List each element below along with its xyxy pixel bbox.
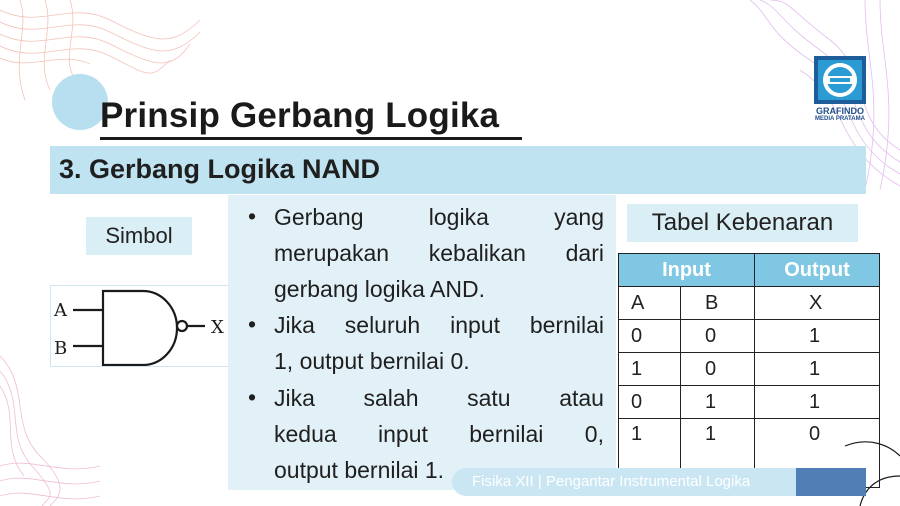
symbol-label-box — [86, 217, 192, 255]
table-cell: 1 — [681, 386, 755, 419]
word: 0, — [584, 421, 604, 447]
bullet-3-line-2 — [274, 416, 604, 452]
truth-table-title-box — [627, 204, 858, 242]
word: Gerbang — [274, 204, 364, 230]
nand-gate-icon — [51, 286, 229, 366]
table-row — [619, 320, 880, 353]
word: Jika — [274, 312, 315, 338]
symbol-label: Simbol — [105, 223, 173, 248]
word: input — [450, 312, 500, 338]
word: satu — [467, 385, 511, 411]
table-group-header-row — [619, 254, 880, 287]
title-underline — [100, 137, 522, 140]
logo-subtext: MEDIA PRATAMA — [815, 116, 865, 122]
page-title: Prinsip Gerbang Logika — [100, 96, 500, 135]
bullet-2-line-1 — [274, 307, 604, 343]
table-cell: 0 — [681, 353, 755, 386]
word: logika — [428, 204, 489, 230]
gate-output-label: X — [211, 317, 224, 338]
word: salah — [363, 385, 419, 411]
word: seluruh — [344, 312, 421, 338]
description-panel — [228, 195, 616, 490]
section-heading-bar — [50, 146, 866, 194]
word: merupakan — [274, 240, 390, 266]
bullet-2-line-2: 1, output bernilai 0. — [274, 348, 470, 374]
bullet-3-line-1 — [274, 380, 604, 416]
bullet-marker: • — [248, 311, 257, 337]
logo-text: GRAFINDO — [816, 106, 864, 116]
word: yang — [554, 204, 604, 230]
word: kebalikan — [428, 240, 526, 266]
word: Jika — [274, 385, 315, 411]
column-header-b: B — [681, 287, 755, 320]
table-cell: 1 — [619, 419, 681, 488]
word: kedua — [274, 421, 337, 447]
table-row — [619, 353, 880, 386]
table-cell: 0 — [619, 320, 681, 353]
table-cell: 1 — [755, 320, 880, 353]
table-column-header-row — [619, 287, 880, 320]
table-cell: 0 — [755, 419, 880, 488]
word: bernilai — [529, 312, 604, 338]
gate-input-a-label: A — [54, 300, 67, 321]
section-heading: 3. Gerbang Logika NAND — [59, 154, 381, 184]
table-cell: 1 — [619, 353, 681, 386]
word: atau — [559, 385, 604, 411]
table-cell: 1 — [755, 386, 880, 419]
nand-gate-symbol — [50, 285, 230, 367]
table-cell: 1 — [755, 353, 880, 386]
column-header-x: X — [755, 287, 880, 320]
bullet-1-line-1 — [274, 199, 604, 235]
truth-table — [618, 253, 880, 488]
footer-accent — [796, 468, 866, 496]
gate-input-b-label: B — [54, 338, 68, 359]
input-header: Input — [619, 254, 755, 287]
truth-table-title: Tabel Kebenaran — [651, 209, 834, 236]
decorative-waves-bottom-left — [0, 346, 110, 506]
bullet-1-line-2 — [274, 235, 604, 271]
bullet-1-line-3: gerbang logika AND. — [274, 276, 485, 302]
bullet-marker: • — [248, 203, 257, 229]
output-header: Output — [755, 254, 880, 287]
table-row — [619, 386, 880, 419]
word: dari — [565, 240, 604, 266]
column-header-a: A — [619, 287, 681, 320]
bullet-marker: • — [248, 384, 257, 410]
word: input — [378, 421, 428, 447]
table-cell: 1 — [681, 419, 755, 488]
table-cell: 0 — [619, 386, 681, 419]
table-cell: 0 — [681, 320, 755, 353]
bullet-3-line-3: output bernilai 1. — [274, 457, 445, 483]
footer-text: Fisika XII | Pengantar Instrumental Logika — [472, 473, 751, 490]
word: bernilai — [469, 421, 544, 447]
